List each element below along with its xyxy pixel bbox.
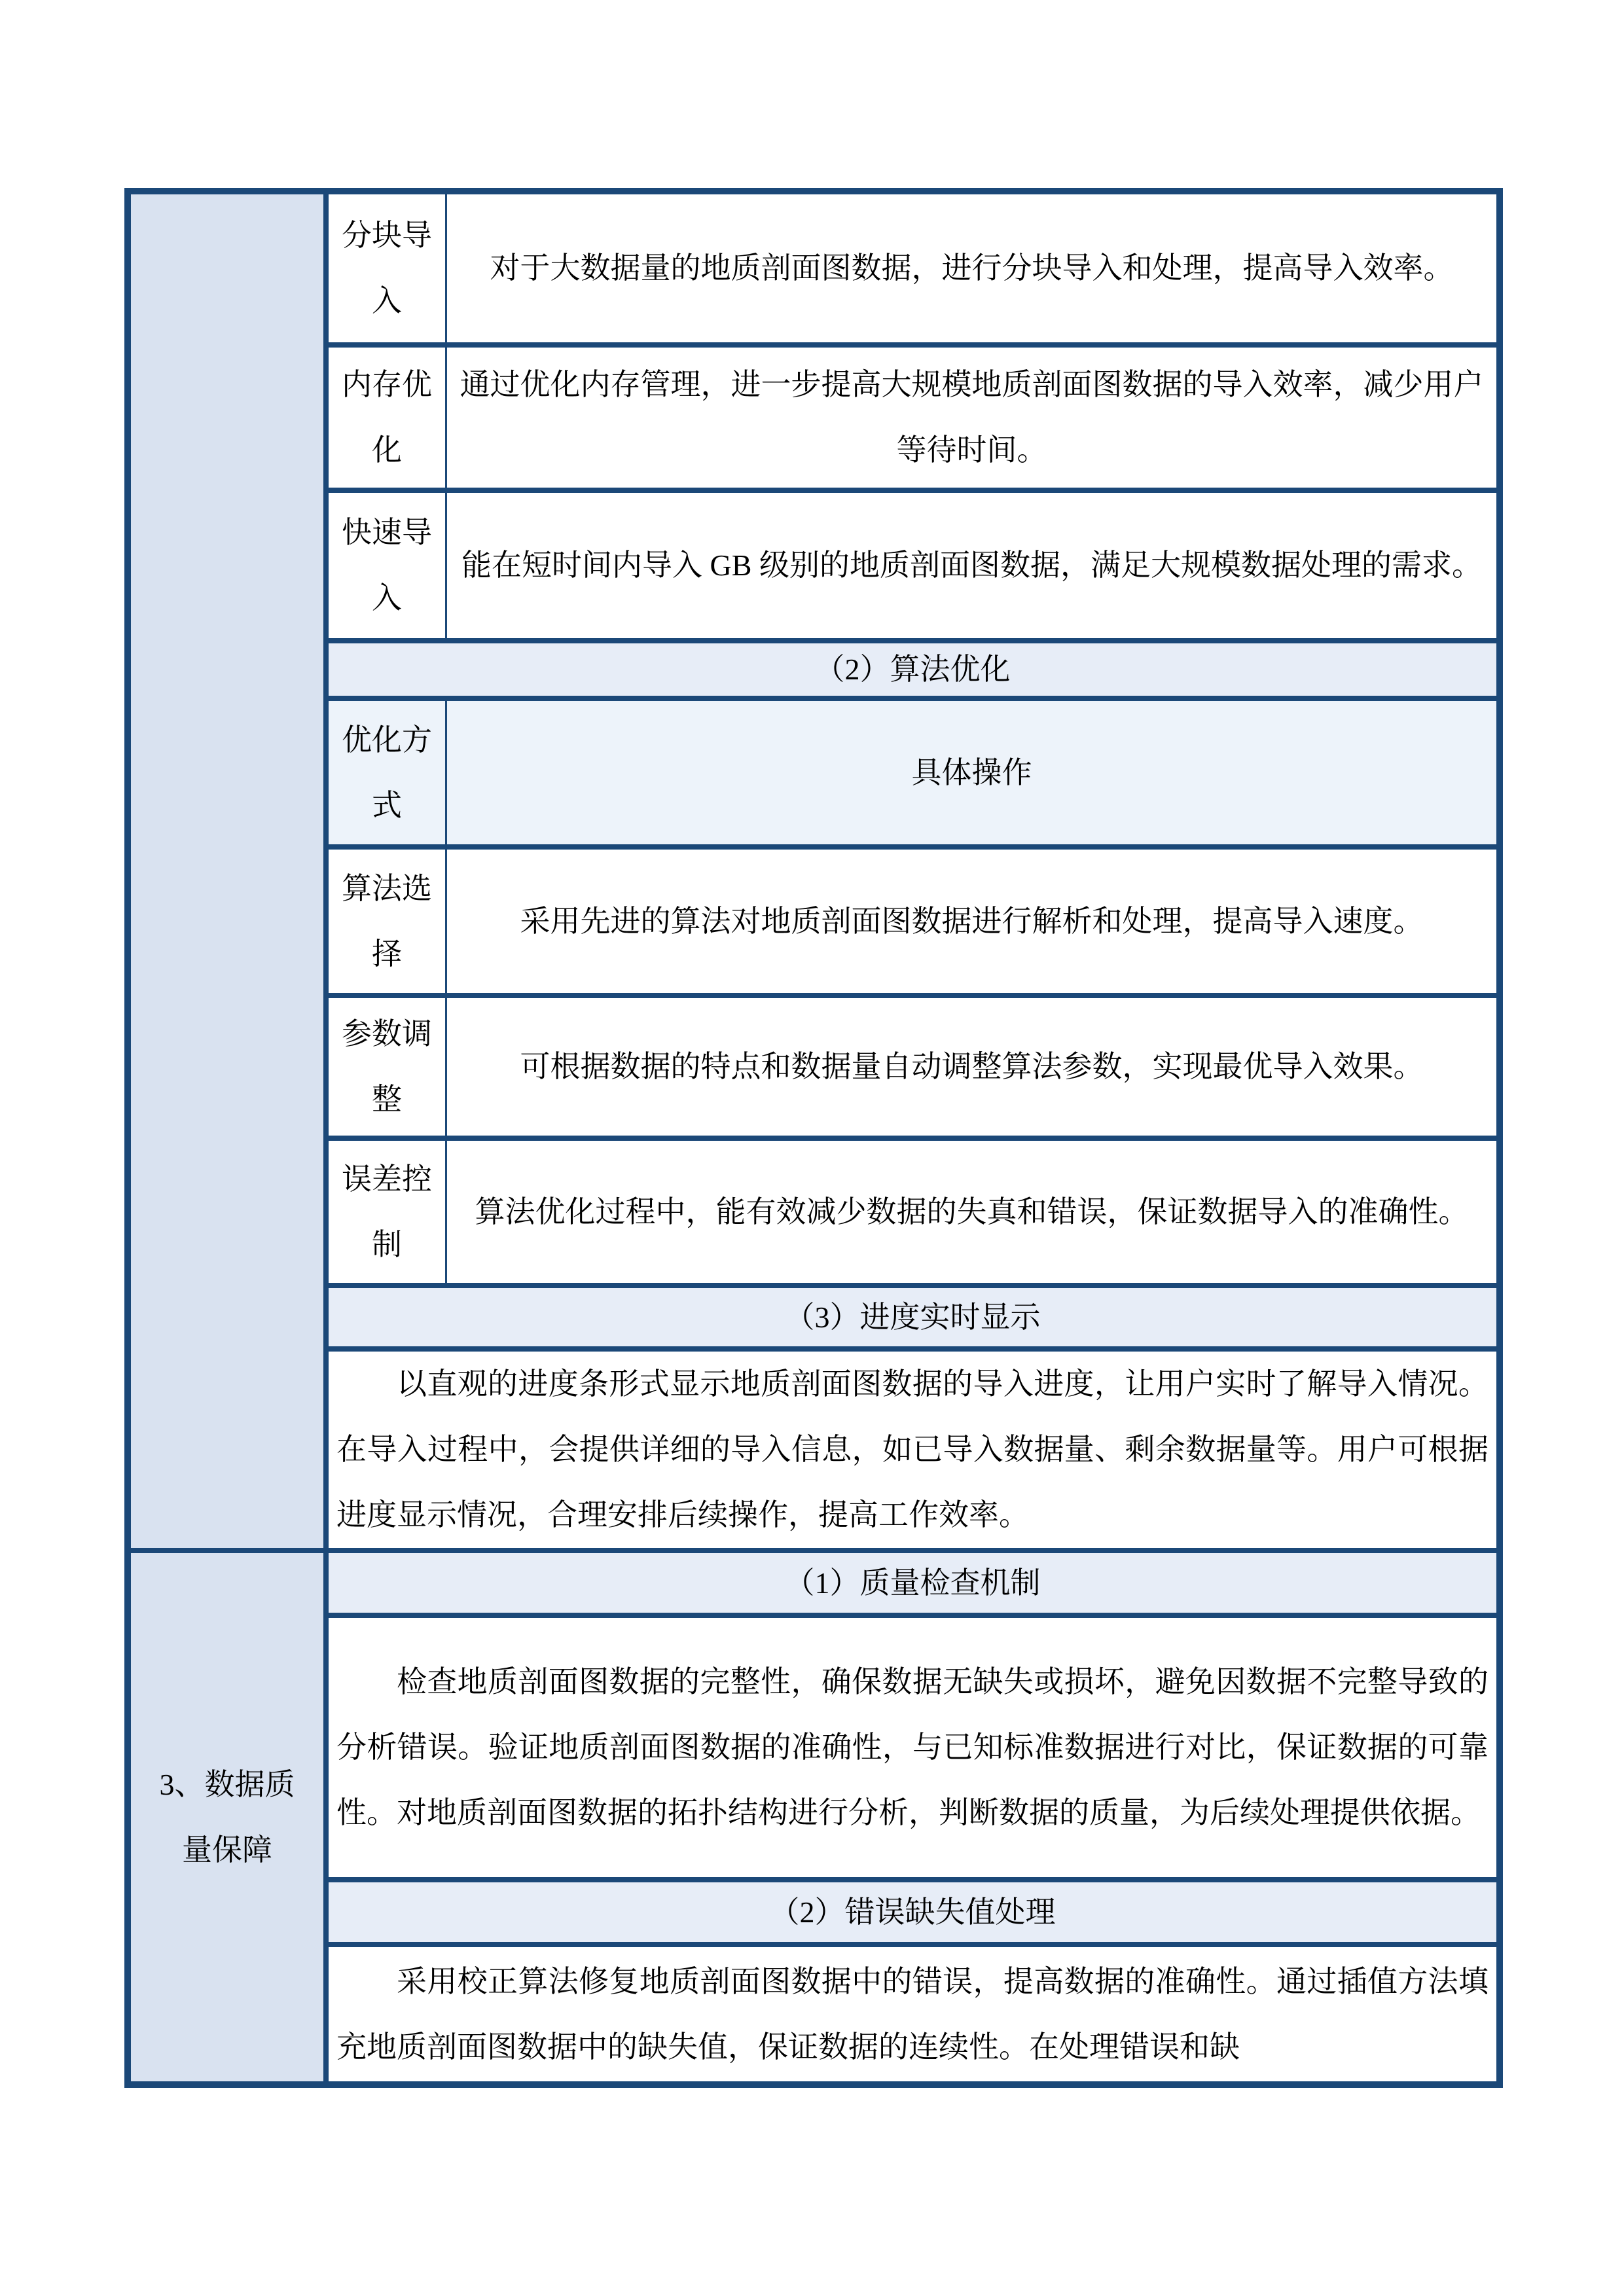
section-header-row (329, 1283, 1496, 1346)
section-header-text: （2）错误缺失值处理 (769, 1895, 1056, 1929)
row-desc-cell: 算法优化过程中，能有效减少数据的失真和错误，保证数据导入的准确性。 (475, 1194, 1469, 1229)
table-band-import-features (131, 194, 1496, 1548)
subheader-label-cell: 优化方式 (329, 701, 447, 844)
row-label-cell: 分块导入 (329, 194, 447, 342)
row-desc-cell: 可根据数据的特点和数据量自动调整算法参数，实现最优导入效果。 (520, 1050, 1424, 1083)
feature-table (124, 188, 1503, 2088)
row-desc-cell: 对于大数据量的地质剖面图数据，进行分块导入和处理，提高导入效率。 (490, 251, 1454, 285)
paragraph-text: 检查地质剖面图数据的完整性，确保数据无缺失或损坏，避免因数据不完整导致的分析错误。验证地质剖面图数据的准确性，与已知标准数据进行对比，保证数据的可靠性。对地质剖面图数据的拓扑结构进行分析，判断数据的质量，为后续处理提供依据。 (336, 1665, 1489, 1829)
table-row (329, 844, 1496, 993)
row-label-cell: 误差控制 (329, 1141, 447, 1283)
subheader-row (329, 696, 1496, 844)
band-rows (329, 194, 1496, 1548)
section-header-row (329, 1553, 1496, 1613)
band-rows (329, 1553, 1496, 2081)
table-row (329, 993, 1496, 1136)
group-label-cell: 3、数据质量保障 (131, 1553, 329, 2081)
row-label-cell: 参数调整 (329, 998, 447, 1136)
table-row (329, 1136, 1496, 1283)
row-desc-cell: 通过优化内存管理，进一步提高大规模地质剖面图数据的导入效率，减少用户等待时间。 (460, 368, 1484, 467)
paragraph-text: 采用校正算法修复地质剖面图数据中的错误，提高数据的准确性。通过插值方法填充地质剖面图数据中的缺失值，保证数据的连续性。在处理错误和缺 (336, 1964, 1489, 2064)
paragraph-text: 以直观的进度条形式显示地质剖面图数据的导入进度，让用户实时了解导入情况。在导入过程中，会提供详细的导入信息，如已导入数据量、剩余数据量等。用户可根据进度显示情况，合理安排后续操作，提高工作效率。 (336, 1367, 1489, 1532)
section-header-text: （2）算法优化 (814, 653, 1011, 687)
section-header-row (329, 638, 1496, 696)
row-label-cell: 快速导入 (329, 493, 447, 638)
group-label-cell-empty (131, 194, 329, 1548)
paragraph-row (329, 1613, 1496, 1877)
section-header-text: （3）进度实时显示 (784, 1300, 1041, 1334)
section-header-row (329, 1877, 1496, 1942)
row-label-cell: 算法选择 (329, 850, 447, 993)
table-row (329, 488, 1496, 638)
table-row (329, 342, 1496, 488)
row-desc-cell: 采用先进的算法对地质剖面图数据进行解析和处理，提高导入速度。 (520, 904, 1424, 938)
table-band-data-quality (131, 1548, 1496, 2081)
section-header-text: （1）质量检查机制 (784, 1566, 1041, 1600)
row-desc-cell: 能在短时间内导入 GB 级别的地质剖面图数据，满足大规模数据处理的需求。 (461, 548, 1482, 582)
subheader-desc-cell: 具体操作 (447, 701, 1496, 844)
paragraph-row (329, 1346, 1496, 1548)
row-label-cell: 内存优化 (329, 348, 447, 488)
paragraph-row (329, 1942, 1496, 2081)
table-row (329, 194, 1496, 342)
